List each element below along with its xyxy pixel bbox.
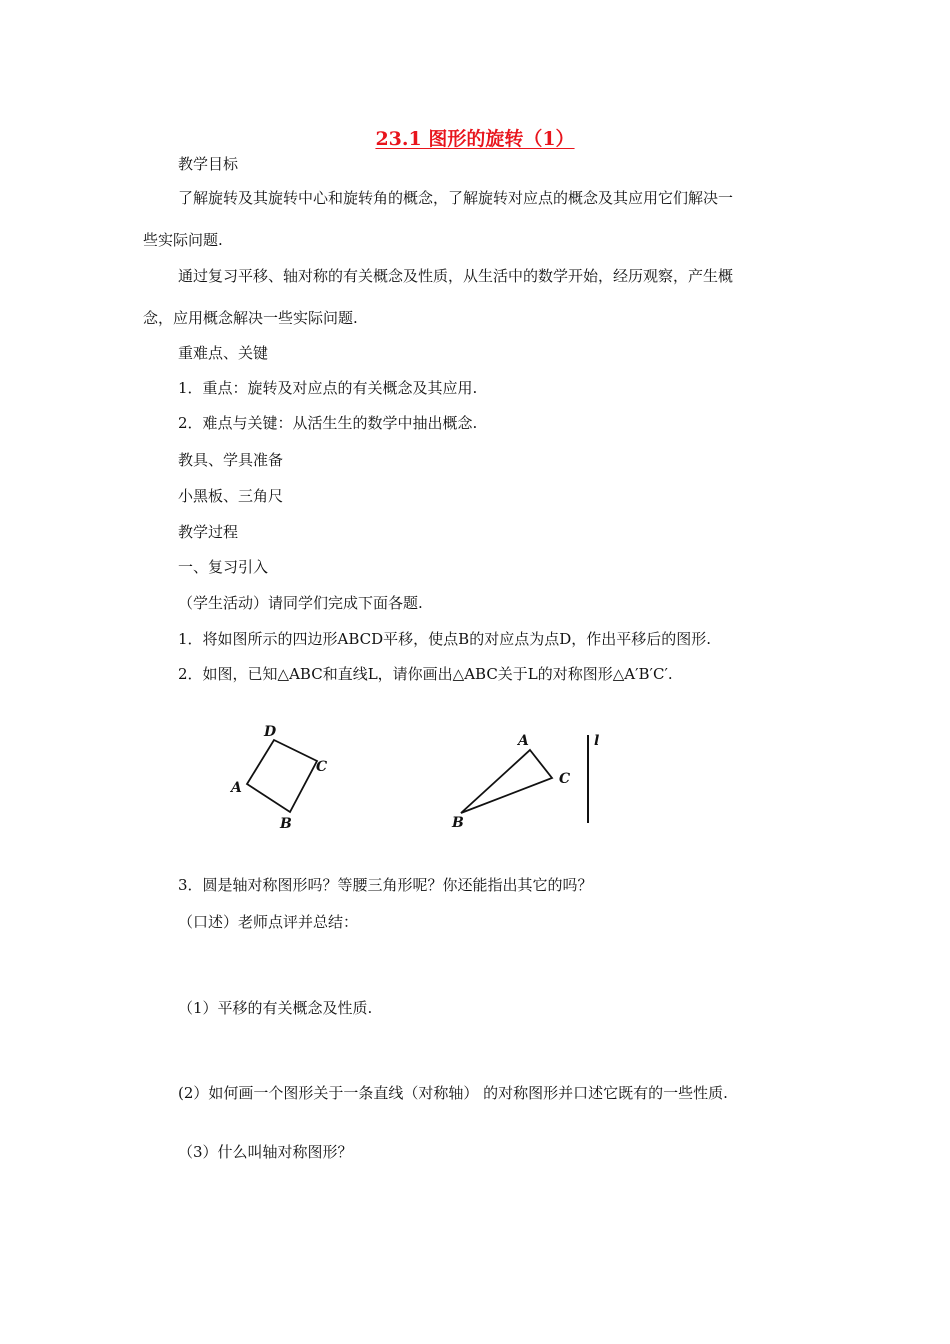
summary-item-2: (2）如何画一个图形关于一条直线（对称轴） 的对称图形并口述它既有的一些性质. <box>178 1084 728 1102</box>
figure-quadrilateral-abcd <box>225 718 345 838</box>
figure-triangle-abc-line-l <box>445 725 615 835</box>
label-a: A <box>518 733 529 749</box>
label-b: B <box>452 815 464 831</box>
student-activity: （学生活动）请同学们完成下面各题. <box>178 594 423 612</box>
question-3: 3．圆是轴对称图形吗？等腰三角形呢？你还能指出其它的吗？ <box>178 876 593 894</box>
summary-item-1: （1）平移的有关概念及性质. <box>178 999 373 1017</box>
heading-key-points: 重难点、关键 <box>178 344 269 362</box>
paragraph-goal-2-line-1: 通过复习平移、轴对称的有关概念及性质，从生活中的数学开始，经历观察，产生概 <box>178 267 734 285</box>
heading-tools: 教具、学具准备 <box>178 451 284 469</box>
label-d: D <box>264 724 277 740</box>
heading-review: 一、复习引入 <box>178 558 269 576</box>
triangle-shape <box>461 750 552 813</box>
paragraph-goal-1-line-2: 些实际问题. <box>143 231 223 249</box>
label-a: A <box>231 780 242 796</box>
heading-teaching-process: 教学过程 <box>178 523 239 541</box>
key-point-2: 2．难点与关键：从活生生的数学中抽出概念. <box>178 414 478 432</box>
label-c: C <box>316 759 328 775</box>
label-b: B <box>280 816 292 832</box>
label-l: l <box>594 733 600 749</box>
teacher-summary: （口述）老师点评并总结： <box>178 913 359 931</box>
tools-list: 小黑板、三角尺 <box>178 487 284 505</box>
summary-item-3: （3）什么叫轴对称图形？ <box>178 1143 353 1161</box>
paragraph-goal-2-line-2: 念，应用概念解决一些实际问题. <box>143 309 358 327</box>
question-1: 1．将如图所示的四边形ABCD平移，使点B的对应点为点D，作出平移后的图形. <box>178 630 712 648</box>
page-title <box>0 126 950 152</box>
label-c: C <box>559 771 571 787</box>
quadrilateral-shape <box>247 740 317 812</box>
paragraph-goal-1-line-1: 了解旋转及其旋转中心和旋转角的概念，了解旋转对应点的概念及其应用它们解决一 <box>178 189 734 207</box>
question-2: 2．如图，已知△ABC和直线L，请你画出△ABC关于L的对称图形△A′B′C′. <box>178 665 673 683</box>
key-point-1: 1．重点：旋转及对应点的有关概念及其应用. <box>178 379 478 397</box>
heading-teaching-goals: 教学目标 <box>178 155 239 173</box>
page-title-text: 23.1 图形的旋转（1） <box>375 128 575 150</box>
